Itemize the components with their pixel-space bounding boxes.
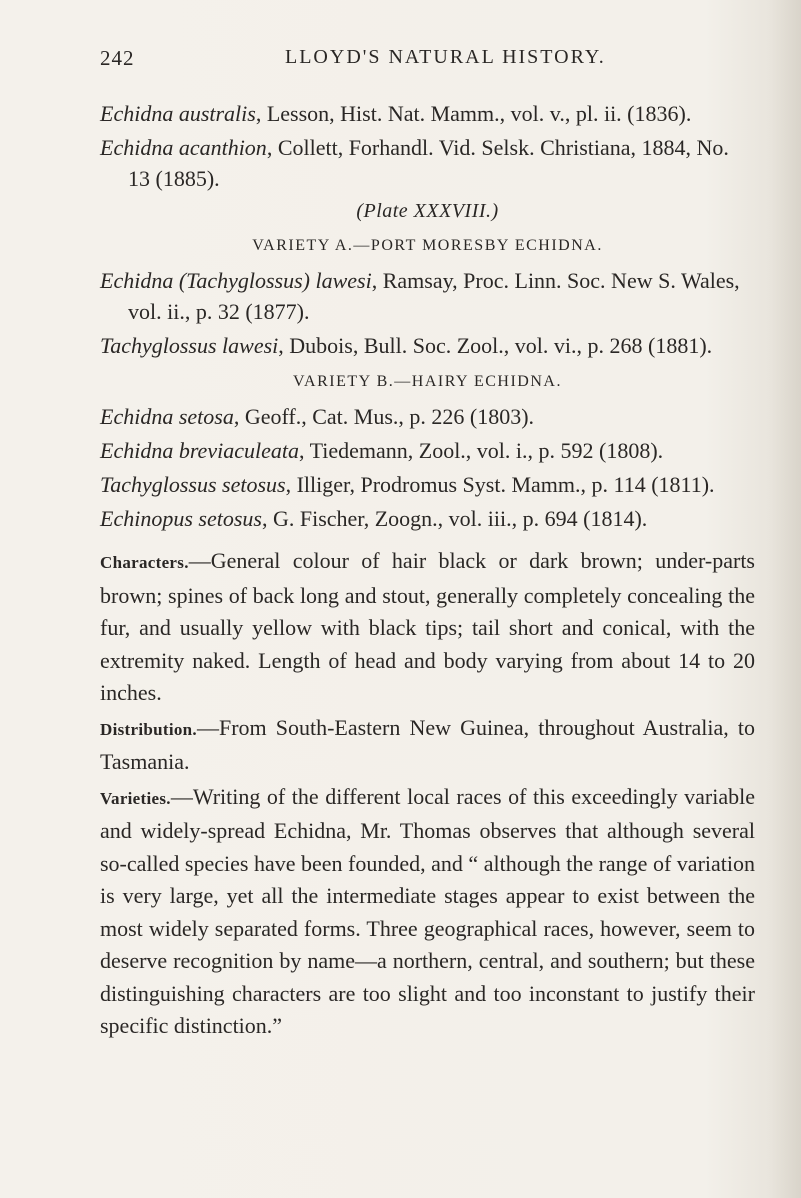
- synonym-entry: [100, 98, 755, 129]
- taxon-reference: , G. Fischer, Zoogn., vol. iii., p. 694 (1814).: [261, 506, 648, 531]
- taxon-reference: , Illiger, Prodromus Syst. Mamm., p. 114 (1811).: [285, 472, 715, 497]
- running-head: [100, 46, 740, 78]
- taxon-name: Echidna australis: [100, 101, 256, 126]
- distribution-text: —From South-Eastern New Guinea, throughout Australia, to Tasmania.: [100, 714, 755, 774]
- taxon-reference: , Ramsay, Proc. Linn. Soc. New S. Wales, vol. ii., p. 32 (1877).: [128, 268, 740, 324]
- variety-b-heading: VARIETY B.—HAIRY ECHIDNA.: [293, 373, 562, 390]
- distribution-paragraph: [100, 712, 755, 779]
- taxon-reference: , Lesson, Hist. Nat. Mamm., vol. v., pl. ii. (1836).: [255, 101, 692, 126]
- distribution-label: Distribution.: [100, 719, 197, 739]
- synonym-entry: [100, 132, 755, 194]
- running-title: LLOYD'S NATURAL HISTORY.: [285, 46, 606, 68]
- taxon-name: Echidna breviaculeata: [100, 438, 299, 463]
- characters-paragraph: [100, 545, 755, 710]
- varieties-paragraph: [100, 781, 755, 1043]
- plate-caption: (Plate XXXVIII.): [356, 200, 499, 222]
- synonym-entry: [100, 435, 755, 466]
- synonym-entry: [100, 469, 755, 500]
- variety-a-heading: VARIETY A.—PORT MORESBY ECHIDNA.: [252, 237, 603, 254]
- taxon-name: Echidna (Tachyglossus) lawesi: [100, 268, 372, 293]
- taxon-reference: , Dubois, Bull. Soc. Zool., vol. vi., p. 268 (1881).: [278, 333, 713, 358]
- synonym-entry: [100, 503, 755, 534]
- varieties-text: —Writing of the different local races of this exceedingly variable and widely-spread Echidna, Mr. Thomas observes that although several so-called species have been founded, and “ although the range of variation is very large, yet all the intermediate stages appear to exist between the most widely separated forms. Three geographical races, however, seem to deserve recognition by name—a northern, central, and southern; but these distinguishing characters are too slight and too inconstant to justify their specific distinction.”: [100, 783, 755, 1038]
- taxon-name: Echidna setosa: [100, 404, 234, 429]
- taxon-name: Tachyglossus setosus: [100, 472, 286, 497]
- taxon-name: Tachyglossus lawesi: [100, 333, 279, 358]
- taxon-reference: , Tiedemann, Zool., vol. i., p. 592 (1808).: [298, 438, 664, 463]
- page-body: [100, 98, 755, 1045]
- synonym-entry: [100, 265, 755, 327]
- varieties-label: Varieties.: [100, 788, 171, 808]
- characters-label: Characters.: [100, 553, 189, 572]
- synonym-entry: [100, 330, 755, 361]
- spacer: [100, 537, 755, 545]
- page-number: 242: [100, 46, 135, 70]
- taxon-name: Echinopus setosus: [100, 506, 262, 531]
- taxon-name: Echidna acanthion: [100, 135, 267, 160]
- taxon-reference: , Geoff., Cat. Mus., p. 226 (1803).: [233, 404, 535, 429]
- synonym-entry: [100, 401, 755, 432]
- characters-text: —General colour of hair black or dark brown; under-parts brown; spines of back long and stout, generally completely concealing the fur, and usually yellow with black tips; tail short and conical, with the extremity naked. Length of head and body varying from about 14 to 20 inches.: [100, 548, 755, 705]
- taxon-reference: , Collett, Forhandl. Vid. Selsk. Christiana, 1884, No. 13 (1885).: [128, 135, 729, 191]
